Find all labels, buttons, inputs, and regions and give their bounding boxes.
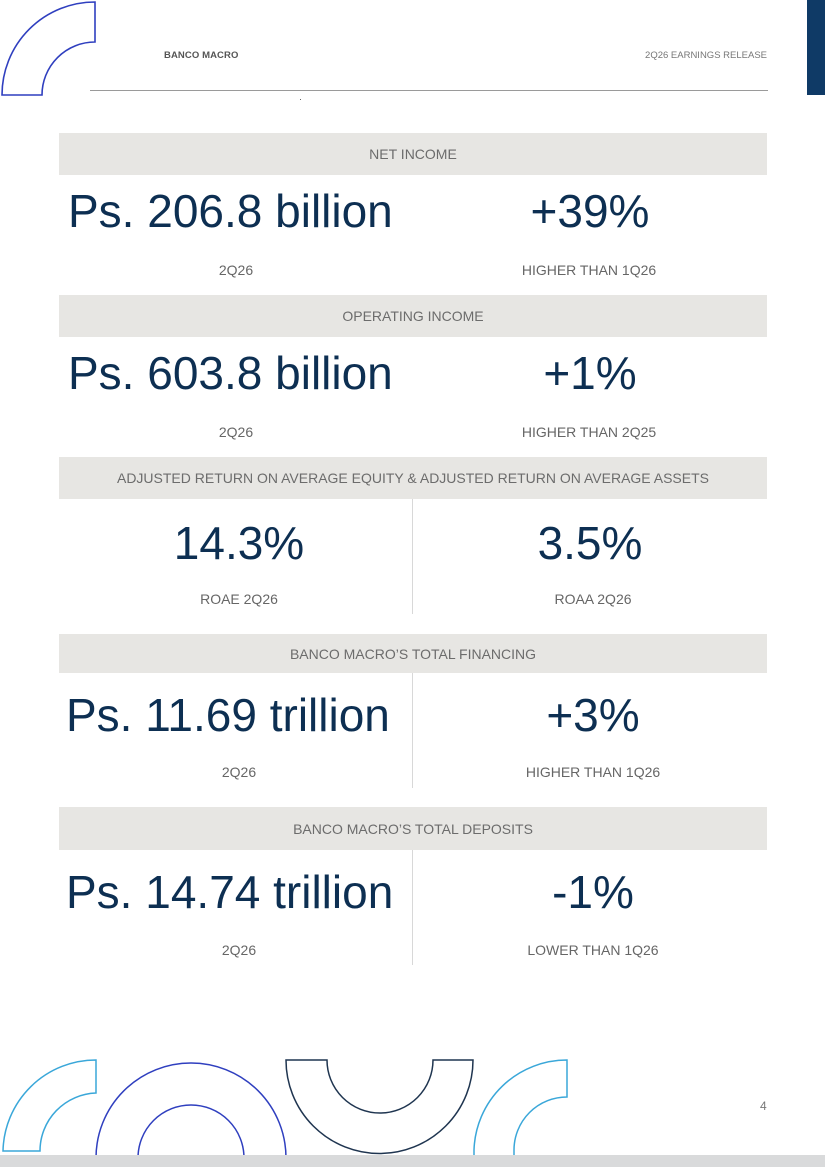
total-deposits-period: 2Q26 — [221, 942, 257, 958]
total-deposits-change: -1% — [552, 866, 634, 918]
header-divider — [90, 90, 768, 91]
net-income-period: 2Q26 — [218, 262, 254, 278]
header-accent-bar — [807, 0, 825, 95]
total-financing-comparison: HIGHER THAN 1Q26 — [525, 764, 661, 780]
header-arc-logo-shape — [0, 0, 100, 100]
header-release-title: 2Q26 EARNINGS RELEASE — [645, 50, 767, 61]
section-returns-title: ADJUSTED RETURN ON AVERAGE EQUITY & ADJUSTED RETURN ON AVERAGE ASSETS — [59, 457, 767, 499]
net-income-value: Ps. 206.8 billion — [68, 185, 393, 237]
footer-bar — [0, 1155, 825, 1167]
header-dot — [300, 99, 301, 100]
operating-income-value: Ps. 603.8 billion — [68, 347, 393, 399]
total-financing-period: 2Q26 — [221, 764, 257, 780]
section-net-income-title: NET INCOME — [59, 133, 767, 175]
total-deposits-value: Ps. 14.74 trillion — [66, 866, 394, 918]
footer-decorative-arcs — [0, 1055, 600, 1160]
net-income-comparison: HIGHER THAN 1Q26 — [521, 262, 657, 278]
section-operating-income-title: OPERATING INCOME — [59, 295, 767, 337]
net-income-change: +39% — [530, 185, 650, 237]
roae-caption: ROAE 2Q26 — [200, 591, 278, 607]
total-financing-change: +3% — [546, 689, 640, 741]
roaa-value: 3.5% — [537, 517, 643, 569]
total-deposits-comparison: LOWER THAN 1Q26 — [527, 942, 659, 958]
operating-income-comparison: HIGHER THAN 2Q25 — [521, 424, 657, 440]
operating-income-period: 2Q26 — [218, 424, 254, 440]
page-number: 4 — [760, 1099, 767, 1113]
roae-value: 14.3% — [173, 517, 305, 569]
section-total-financing-title: BANCO MACRO’S TOTAL FINANCING — [59, 634, 767, 673]
header-company-name: BANCO MACRO — [164, 50, 239, 61]
roaa-caption: ROAA 2Q26 — [554, 591, 632, 607]
operating-income-change: +1% — [543, 347, 637, 399]
section-total-deposits-title: BANCO MACRO’S TOTAL DEPOSITS — [59, 807, 767, 850]
total-financing-value: Ps. 11.69 trillion — [66, 689, 390, 741]
